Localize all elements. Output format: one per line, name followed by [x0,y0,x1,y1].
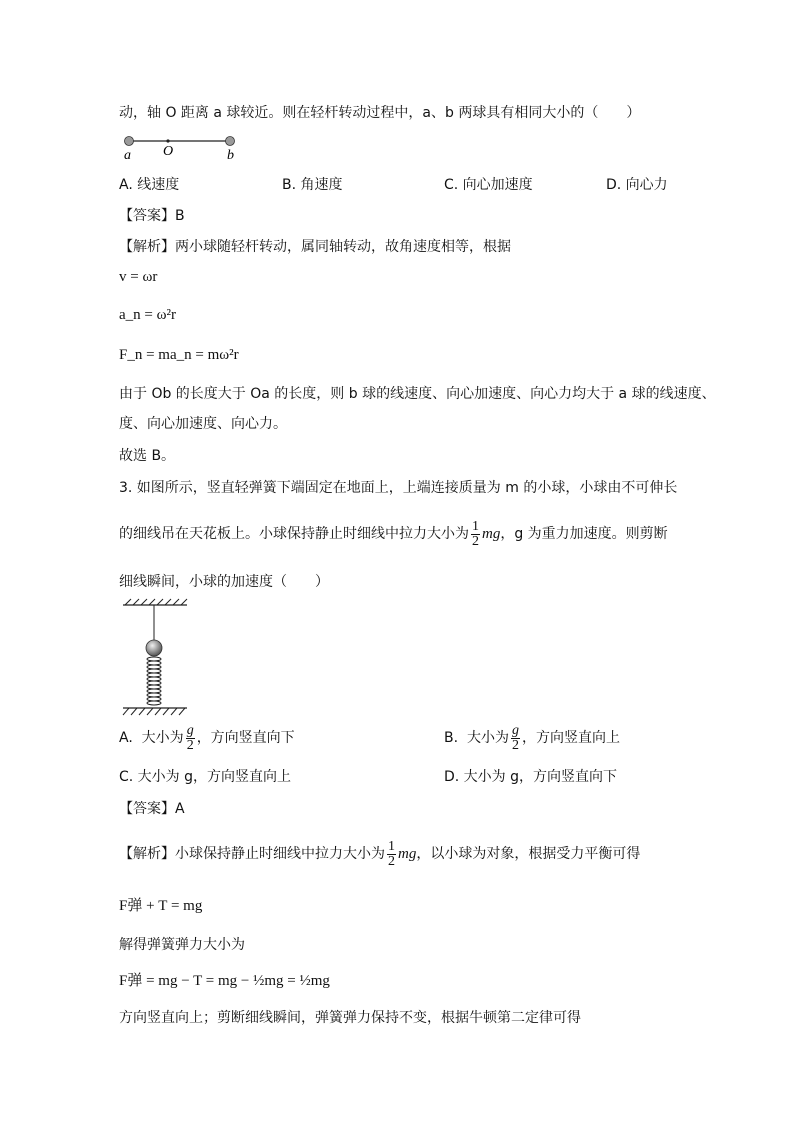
q3-option-d: D. 大小为 g，方向竖直向下 [444,769,618,785]
q3-stem-3: 细线瞬间，小球的加速度（ ） [119,574,329,590]
ball-b [226,137,235,146]
label-b: b [227,148,234,163]
q2-option-d: D. 向心力 [606,177,668,193]
q2-choice: 故选 B。 [119,448,176,464]
q3-option-c: C. 大小为 g，方向竖直向上 [119,769,292,785]
q2-stem-tail: 动，轴 O 距离 a 球较近。则在轻杆转动过程中，a、b 两球具有相同大小的（ ） [119,105,641,121]
q3-option-b: B. 大小为 $\frac{g}{2}$ ，方向竖直向上 [444,722,620,753]
q2-conclusion-1: 由于 Ob 的长度大于 Oa 的长度，则 b 球的线速度、向心加速度、向心力均大于 a 球的线速度、 [119,386,716,402]
analysis-label: 【解析】 [119,239,175,255]
fraction-half: $\frac{1}{2}$ [472,518,479,549]
q3-option-a: A. 大小为 $\frac{g}{2}$ ，方向竖直向下 [119,722,295,753]
q2-eq2: a_n = ω²r [119,307,176,323]
q2-analysis [119,237,511,257]
analysis-text: 两小球随轻杆转动，属同轴转动，故角速度相等，根据 [175,239,511,255]
q3-stem-2: 的细线吊在天花板上。小球保持静止时细线中拉力大小为 $\frac{1}{2}$ mg，g 为重力加速度。则剪断 [119,518,668,549]
ball [146,640,162,656]
q2-option-a: A. 线速度 [119,177,180,193]
spring-coils [147,657,161,705]
spring-figure [119,598,191,718]
q2-option-c: C. 向心加速度 [444,177,533,193]
rod-figure [119,130,249,166]
q3-stem-1: 3. 如图所示，竖直轻弹簧下端固定在地面上，上端连接质量为 m 的小球，小球由不可伸长 [119,480,678,496]
q3-eq2: F弹 = mg − T = mg − ½mg = ½mg [119,973,330,989]
ball-a [125,137,134,146]
label-a: a [124,148,131,163]
q2-conclusion-2: 度、向心加速度、向心力。 [119,416,287,432]
q2-answer: 【答案】B [119,208,185,224]
q3-mid: 解得弹簧弹力大小为 [119,937,245,953]
axis-o [166,139,169,142]
q3-last: 方向竖直向上；剪断细线瞬间，弹簧弹力保持不变，根据牛顿第二定律可得 [119,1010,581,1026]
label-o: O [163,144,174,159]
q3-eq1: F弹 + T = mg [119,898,203,914]
q2-eq1: v = ωr [119,269,158,285]
q3-analysis: 【解析】小球保持静止时细线中拉力大小为 $\frac{1}{2}$ mg，以小球为对象，根据受力平衡可得 [119,838,641,869]
q2-eq3: F_n = ma_n = mω²r [119,347,239,363]
q3-answer: 【答案】A [119,801,185,817]
q2-option-b: B. 角速度 [282,177,343,193]
